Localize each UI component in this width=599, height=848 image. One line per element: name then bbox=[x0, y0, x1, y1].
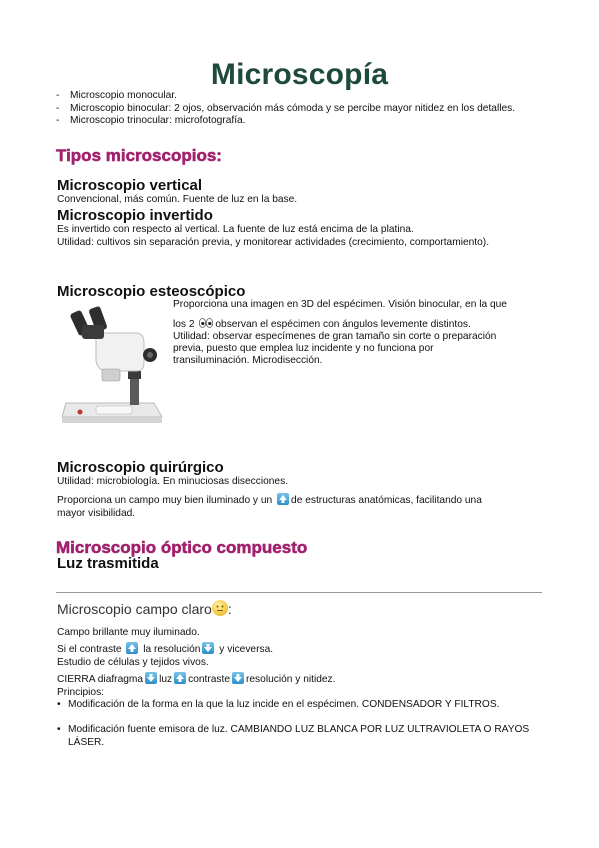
text-invertido-2: Utilidad: cultivos sin separación previa, y monitorear actividades (crecimiento, comportamiento). bbox=[57, 237, 490, 248]
subheading-luz-trasmitida: Luz trasmitida bbox=[57, 555, 159, 572]
text-quirurgico-1: Utilidad: microbiología. En minuciosas disecciones. bbox=[57, 476, 289, 487]
list-item: • Modificación de la forma en la que la luz incide en el espécimen. CONDENSADOR Y FILTROS. bbox=[57, 699, 500, 710]
heading-esteoscopico: Microscopio esteoscópico bbox=[57, 283, 246, 300]
text-vertical: Convencional, más común. Fuente de luz en la base. bbox=[57, 194, 298, 205]
text-campo-claro-1: Campo brillante muy iluminado. bbox=[57, 627, 200, 638]
heading-campo-claro: Microscopio campo claro : bbox=[57, 601, 232, 617]
text-quirurgico-3: mayor visibilidad. bbox=[57, 508, 136, 519]
list-item: • Modificación fuente emisora de luz. CAMBIANDO LUZ BLANCA POR LUZ ULTRAVIOLETA O RAYOS LÁSER. bbox=[57, 724, 530, 748]
text-campo-claro-2: Si el contraste la resolución y viceversa. bbox=[57, 644, 274, 655]
smiley-icon bbox=[212, 600, 228, 616]
section-heading-optico: Microscopio óptico compuesto bbox=[56, 538, 308, 557]
arrow-up-icon bbox=[277, 493, 289, 505]
principios-list-1 bbox=[57, 699, 537, 712]
arrow-down-icon bbox=[232, 672, 244, 684]
principios-list-2 bbox=[57, 724, 537, 749]
divider bbox=[56, 592, 542, 593]
arrow-up-icon bbox=[174, 672, 186, 684]
heading-invertido: Microscopio invertido bbox=[57, 207, 213, 224]
list-item: - Microscopio monocular. bbox=[56, 90, 178, 101]
list-item: - Microscopio binocular: 2 ojos, observación más cómoda y se percibe mayor nitidez en los detalles. bbox=[56, 102, 516, 114]
text-invertido-1: Es invertido con respecto al vertical. La fuente de luz está encima de la platina. bbox=[57, 224, 414, 235]
section-heading-tipos: Tipos microscopios: bbox=[56, 146, 222, 165]
text-quirurgico-2: Proporciona un campo muy bien iluminado y un de estructuras anatómicas, facilitando una bbox=[57, 495, 482, 506]
arrow-up-icon bbox=[126, 642, 138, 654]
arrow-down-icon bbox=[202, 642, 214, 654]
text-esteoscopico-3: Utilidad: observar especímenes de gran tamaño sin corte o preparación bbox=[173, 331, 497, 342]
text-esteoscopico-5: transiluminación. Microdisección. bbox=[173, 355, 323, 366]
text-esteoscopico-2: los 2 observan el espécimen con ángulos levemente distintos. bbox=[173, 319, 471, 330]
list-item: - Microscopio trinocular: microfotografía. bbox=[56, 115, 246, 126]
text-principios: Principios: bbox=[57, 687, 104, 698]
microscope-ocular-list bbox=[56, 90, 526, 128]
stereo-microscope-image bbox=[58, 303, 168, 431]
text-campo-claro-3: Estudio de células y tejidos vivos. bbox=[57, 657, 209, 668]
text-esteoscopico-4: previa, puesto que emplea luz incidente y no funciona por bbox=[173, 343, 434, 354]
heading-quirurgico: Microscopio quirúrgico bbox=[57, 459, 224, 476]
text-esteoscopico-1: Proporciona una imagen en 3D del espécimen. Visión binocular, en la que bbox=[173, 299, 507, 310]
page-title: Microscopía bbox=[210, 58, 389, 91]
arrow-down-icon bbox=[145, 672, 157, 684]
heading-vertical: Microscopio vertical bbox=[57, 177, 203, 194]
text-campo-claro-4: CIERRA diafragma luz contraste resolución y nitidez. bbox=[57, 674, 336, 685]
eyes-icon bbox=[199, 318, 213, 328]
